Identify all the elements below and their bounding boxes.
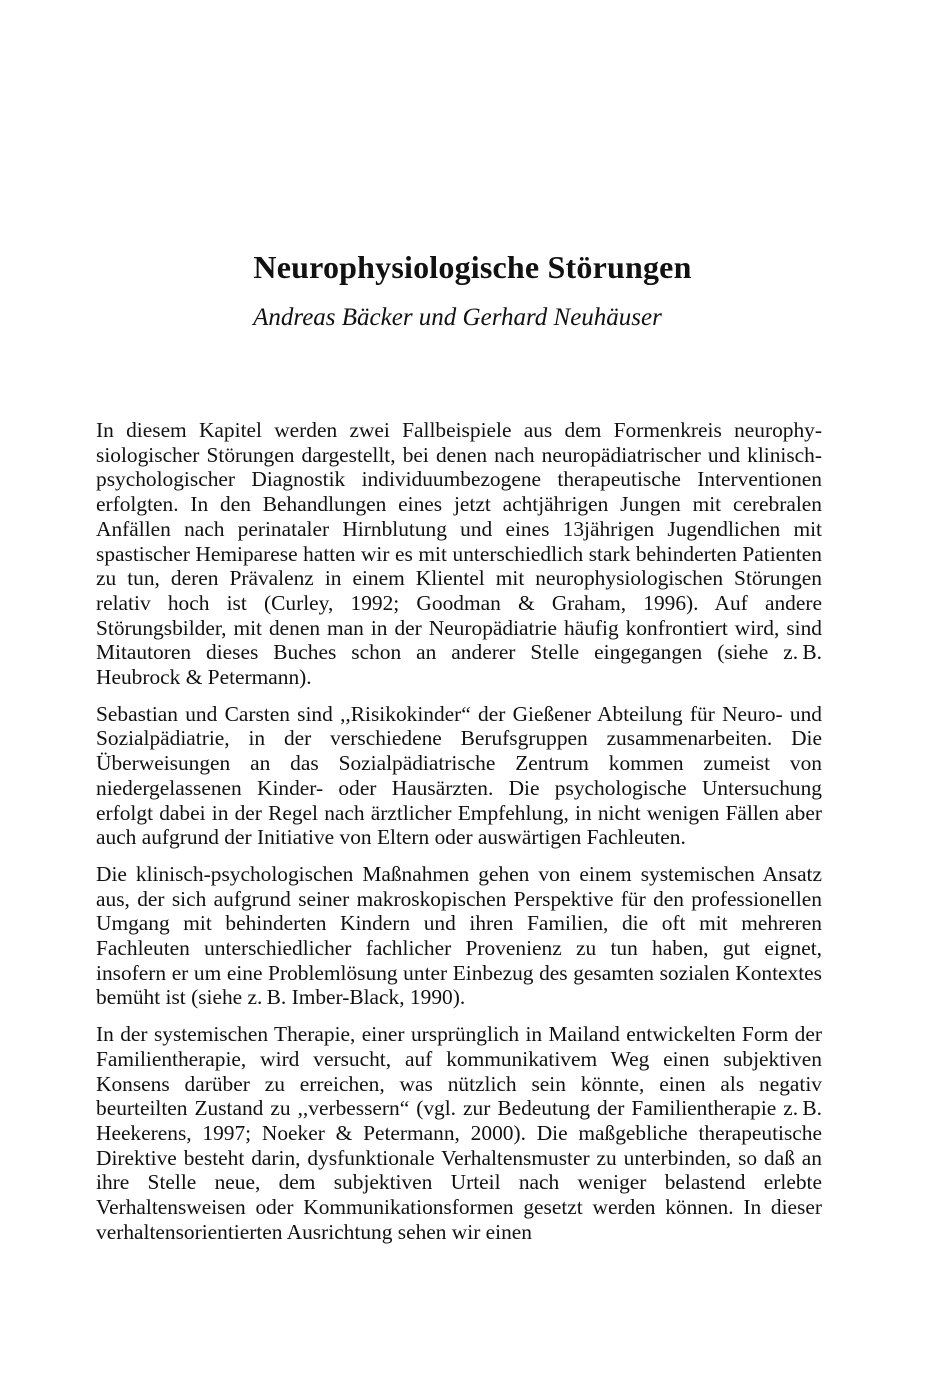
paragraph-systemic-approach: Die klinisch-psychologischen Maßnahmen gehen von einem systemischen Ansatz aus, der sich aufgrund seiner makroskopischen Perspektive für den professionellen Umgang mit behinderten Kindern und ihren Familien, die oft mit mehreren Fachleuten unterschiedlicher fachlicher Provenienz zu tun haben, gut eignet, insofern er um eine Problemlösung unter Einbezug des gesamten sozialen Kontextes bemüht ist (siehe z. B. Imber-Black, 1990). <box>96 861 822 1010</box>
chapter-title: Neurophysiologische Störungen <box>253 249 692 285</box>
paragraph-risk-children: Sebastian und Carsten sind ,,Risikokinder“ der Gießener Abteilung für Neuro- und Sozialpädiatrie, in der verschiedene Berufsgruppen zusammenarbeiten. Die Überweisungen an das Sozialpädiatrische Zentrum kommen zumeist von niedergelassenen Kinder- oder Hausärzten. Die psychologische Untersuchung erfolgt dabei in der Regel nach ärztlicher Empfehlung, in nicht wenigen Fällen aber auch aufgrund der Initiative von Eltern oder auswärtigen Fachleuten. <box>96 701 822 850</box>
paragraph-systemic-therapy: In der systemischen Therapie, einer ursprünglich in Mailand entwickelten Form der Familientherapie, wird versucht, auf kommunikativem Weg einen subjektiven Konsens darüber zu erreichen, was nützlich sein könnte, einen als negativ beurteilten Zustand zu ,,verbessern“ (vgl. zur Bedeutung der Familientherapie z. B. Heekerens, 1997; Noeker & Petermann, 2000). Die maßgebliche therapeutische Direktive besteht darin, dysfunktionale Verhaltensmuster zu unterbinden, so daß an ihre Stelle neue, dem subjektiven Urteil nach weniger belastend erlebte Verhaltensweisen oder Kommunikationsformen gesetzt werden können. In dieser verhaltensorientierten Ausrichtung sehen wir einen <box>96 1022 822 1244</box>
paragraph-intro: In diesem Kapitel werden zwei Fallbeispiele aus dem Formenkreis neurophysiologischer Störungen dargestellt, bei denen nach neuropädiatrischer und klinisch-psychologischer Diagnostik individuumbezogene therapeutische Interventionen erfolgten. In den Behandlungen eines jetzt achtjährigen Jungen mit cerebralen Anfällen nach perinataler Hirnblutung und eines 13jährigen Jugendlichen mit spastischer Hemiparese hatten wir es mit unterschiedlich stark behinderten Patienten zu tun, deren Prävalenz in einem Klientel mit neurophysiologischen Störungen relativ hoch ist (Curley, 1992; Goodman & Graham, 1996). Auf andere Störungsbilder, mit denen man in der Neuropädiatrie häufig konfrontiert wird, sind Mitautoren dieses Buches schon an anderer Stelle eingegangen (siehe z. B. Heubrock & Petermann). <box>96 418 822 690</box>
body-text <box>96 418 822 1257</box>
chapter-authors: Andreas Bäcker und Gerhard Neuhäuser <box>253 304 662 331</box>
